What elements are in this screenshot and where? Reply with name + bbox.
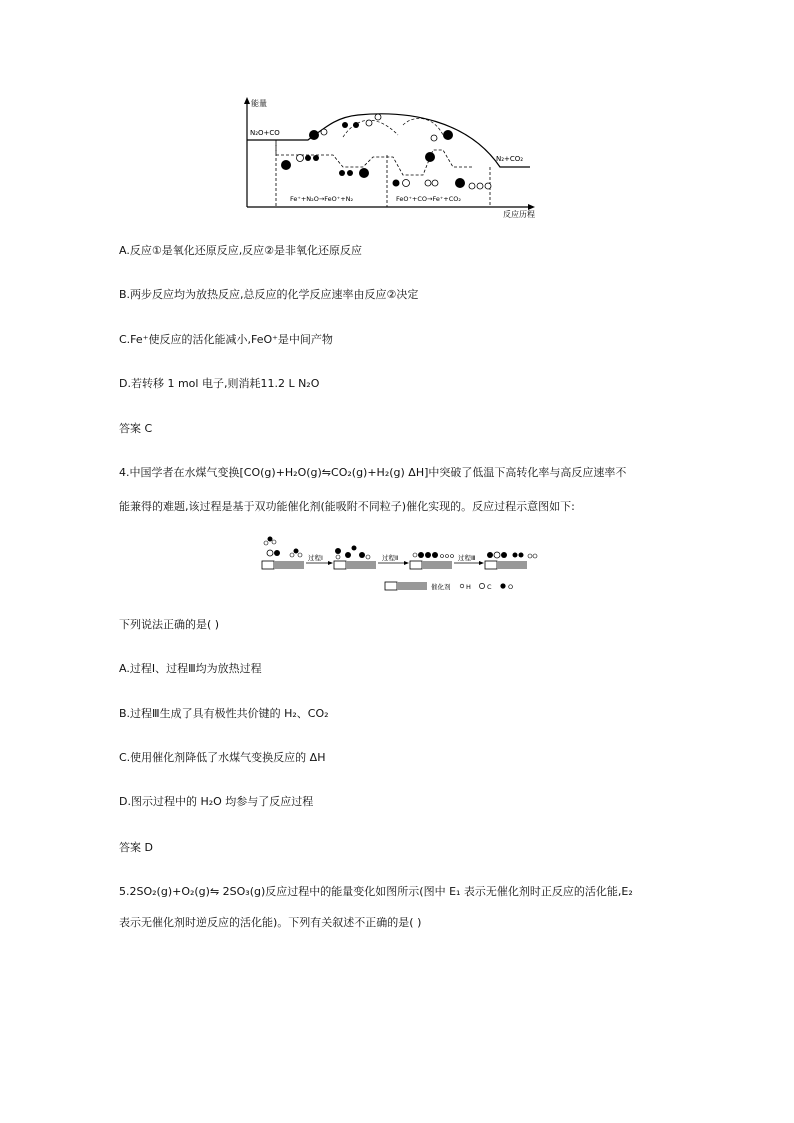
q5-stem-line1: 5.2SO₂(g)+O₂(g)⇋ 2SO₃(g)反应过程中的能量变化如图所示(图中 E₁ 表示无催化剂时正反应的活化能,E₂ — [119, 885, 633, 898]
q4-option-b: B.过程Ⅲ生成了具有极性共价键的 H₂、CO₂ — [119, 707, 329, 720]
q5-stem-line2: 表示无催化剂时逆反应的活化能)。下列有关叙述不正确的是( ) — [119, 916, 422, 929]
legend-o-symbol — [500, 583, 505, 588]
step3-label: 过程Ⅲ — [458, 554, 476, 562]
start-label: N₂O+CO — [250, 129, 280, 137]
q3-option-d: D.若转移 1 mol 电子,则消耗11.2 L N₂O — [119, 377, 320, 390]
energy-curve — [247, 114, 530, 167]
end-label: N₂+CO₂ — [496, 155, 524, 163]
legend-c: C — [487, 583, 492, 591]
q4-stem-line2: 能兼得的难题,该过程是基于双功能催化剂(能吸附不同粒子)催化实现的。反应过程示意图如下: — [119, 500, 575, 513]
q4-prompt: 下列说法正确的是( ) — [119, 618, 220, 631]
q4-answer: 答案 D — [119, 841, 153, 854]
x-axis-label: 反应历程 — [503, 210, 535, 219]
q4-stem-line1: 4.中国学者在水煤气变换[CO(g)+H₂O(g)⇋CO₂(g)+H₂(g) ΔH]中突破了低温下高转化率与高反应速率不 — [119, 466, 627, 479]
catalysis-process-figure — [258, 533, 548, 595]
legend-h-symbol — [460, 584, 464, 588]
reaction2-label: FeO⁺+CO→Fe⁺+CO₂ — [396, 195, 461, 203]
third-dashed-curve — [403, 118, 443, 135]
legend-c-symbol — [479, 583, 484, 588]
q3-answer: 答案 C — [119, 422, 153, 435]
y-axis-label: 能量 — [251, 99, 267, 108]
q3-option-b: B.两步反应均为放热反应,总反应的化学反应速率由反应②决定 — [119, 288, 419, 301]
q4-option-d: D.图示过程中的 H₂O 均参与了反应过程 — [119, 795, 314, 808]
legend-catalyst: 催化剂 — [431, 583, 451, 591]
q4-option-a: A.过程Ⅰ、过程Ⅲ均为放热过程 — [119, 662, 262, 675]
legend-catalyst-swatch-grey — [397, 582, 427, 590]
step1-label: 过程Ⅰ — [308, 554, 323, 562]
legend-o: O — [508, 583, 514, 591]
energy-profile-figure — [238, 95, 548, 220]
q3-option-c: C.Fe⁺使反应的活化能减小,FeO⁺是中间产物 — [119, 333, 333, 346]
process-molecules — [264, 537, 537, 560]
reaction1-label: Fe⁺+N₂O→FeO⁺+N₂ — [290, 195, 354, 203]
step2-label: 过程Ⅱ — [382, 554, 399, 562]
q4-option-c: C.使用催化剂降低了水煤气变换反应的 ΔH — [119, 751, 326, 764]
legend-h: H — [466, 583, 471, 591]
y-axis-arrow — [244, 97, 250, 104]
catalyst-blocks — [262, 561, 527, 569]
legend-catalyst-swatch-white — [385, 582, 397, 590]
q3-option-a: A.反应①是氧化还原反应,反应②是非氧化还原反应 — [119, 244, 363, 257]
